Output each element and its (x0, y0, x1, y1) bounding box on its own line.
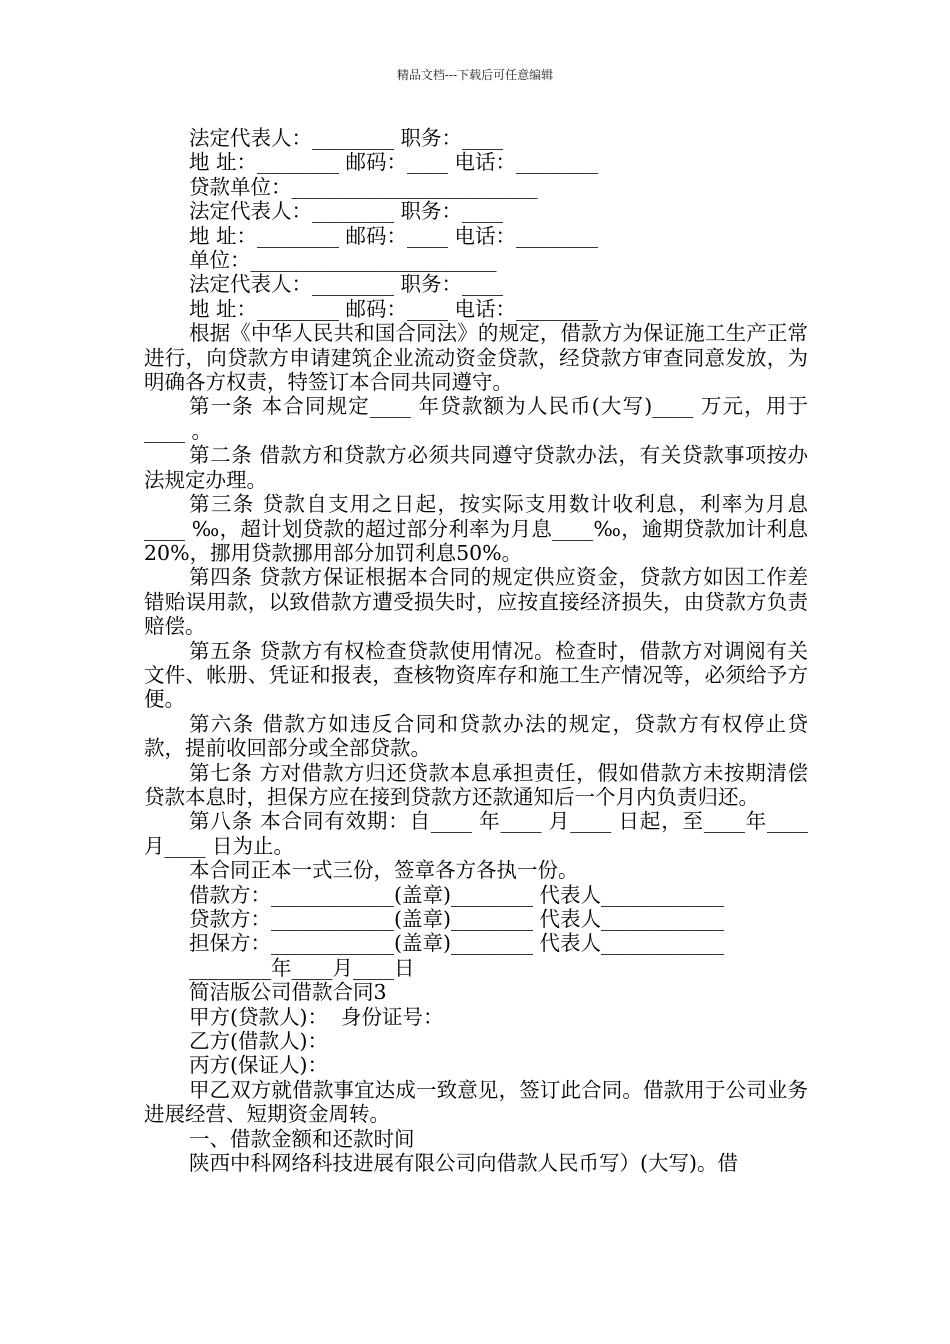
agreement-paragraph: 甲乙双方就借款事宜达成一致意见，签订此合同。借款用于公司业务进展经营、短期资金周转。 (144, 1077, 808, 1127)
signature-line: 丙方(保证人)： (189, 1053, 328, 1078)
party-info-line: 法定代表人：________ 职务：____ (189, 199, 504, 224)
clause-paragraph: 根据《中华人民共和国合同法》的规定，借款方为保证施工生产正常进行，向贷款方申请建筑企业流动资金贷款，经贷款方审查同意发放，为明确各方权责，特签订本合同共同遵守。 (144, 321, 808, 395)
signature-line: 甲方(贷款人)： 身份证号： (189, 1004, 444, 1029)
party-info-line: 单位：________________________ (189, 248, 497, 273)
clause-paragraph: 第六条 借款方如违反合同和贷款办法的规定，贷款方有权停止贷款，提前收回部分或全部贷款。 (144, 711, 808, 761)
signature-line: ________年____月____日 (189, 955, 415, 980)
party-info-line: 地 址：________ 邮码：____ 电话：________ (189, 223, 599, 248)
signature-line: 借款方：____________(盖章)________ 代表人____________ (189, 882, 725, 907)
signature-line: 担保方：____________(盖章)________ 代表人____________ (189, 931, 725, 956)
party-info-line: 法定代表人：________ 职务：____ (189, 126, 504, 150)
signature-line: 贷款方：____________(盖章)________ 代表人____________ (189, 907, 725, 931)
clause-paragraph: 第七条 方对借款方归还贷款本息承担责任，假如借款方未按期清偿贷款本息时，担保方应在接到贷款方还款通知后一个月内负责归还。 (144, 760, 808, 809)
clause-paragraph: 第八条 本合同有效期：自____ 年____ 月____ 日起，至____年____ 月____ 日为止。 (144, 809, 808, 858)
clause-paragraph: 第三条 贷款自支用之日起，按实际支用数计收利息，利率为月息____ ‰，超计划贷款的超过部分利率为月息____‰，逾期贷款加计利息20%，挪用贷款挪用部分加罚利息50%。 (144, 492, 808, 565)
signature-line: 乙方(借款人)： (189, 1029, 328, 1054)
clause-paragraph: 第五条 贷款方有权检查贷款使用情况。检查时，借款方对调阅有关文件、帐册、凭证和报表，查核物资库存和施工生产情况等，必须给予方便。 (144, 638, 808, 712)
page-header: 精品文档---下载后可任意编辑 (396, 68, 554, 82)
clause-paragraph: 第四条 贷款方保证根据本合同的规定供应资金，贷款方如因工作差错贻误用款，以致借款方遭受损失时，应按直接经济损失，由贷款方负责赔偿。 (144, 565, 808, 639)
party-info-line: 法定代表人：________ 职务：____ (189, 272, 504, 297)
party-info-line: 贷款单位：________________________ (189, 174, 538, 199)
contract-body (144, 126, 808, 1175)
section-line: 一、借款金额和还款时间 (189, 1126, 415, 1151)
section-line: 陕西中科网络科技进展有限公司向借款人民币写）(大写)。借 (189, 1151, 738, 1176)
party-info-line: 地 址：________ 邮码：____ 电话：________ (189, 296, 599, 321)
party-info-line: 地 址：________ 邮码：____ 电话：________ (189, 150, 599, 175)
clause-paragraph: 第二条 借款方和贷款方必须共同遵守贷款办法，有关贷款事项按办法规定办理。 (144, 443, 808, 492)
clause-paragraph: 第一条 本合同规定____ 年贷款额为人民币(大写)____ 万元，用于____ 。 (144, 394, 808, 443)
signature-line: 简洁版公司借款合同3 (189, 980, 387, 1005)
clause-paragraph: 本合同正本一式三份，签章各方各执一份。 (189, 858, 579, 883)
